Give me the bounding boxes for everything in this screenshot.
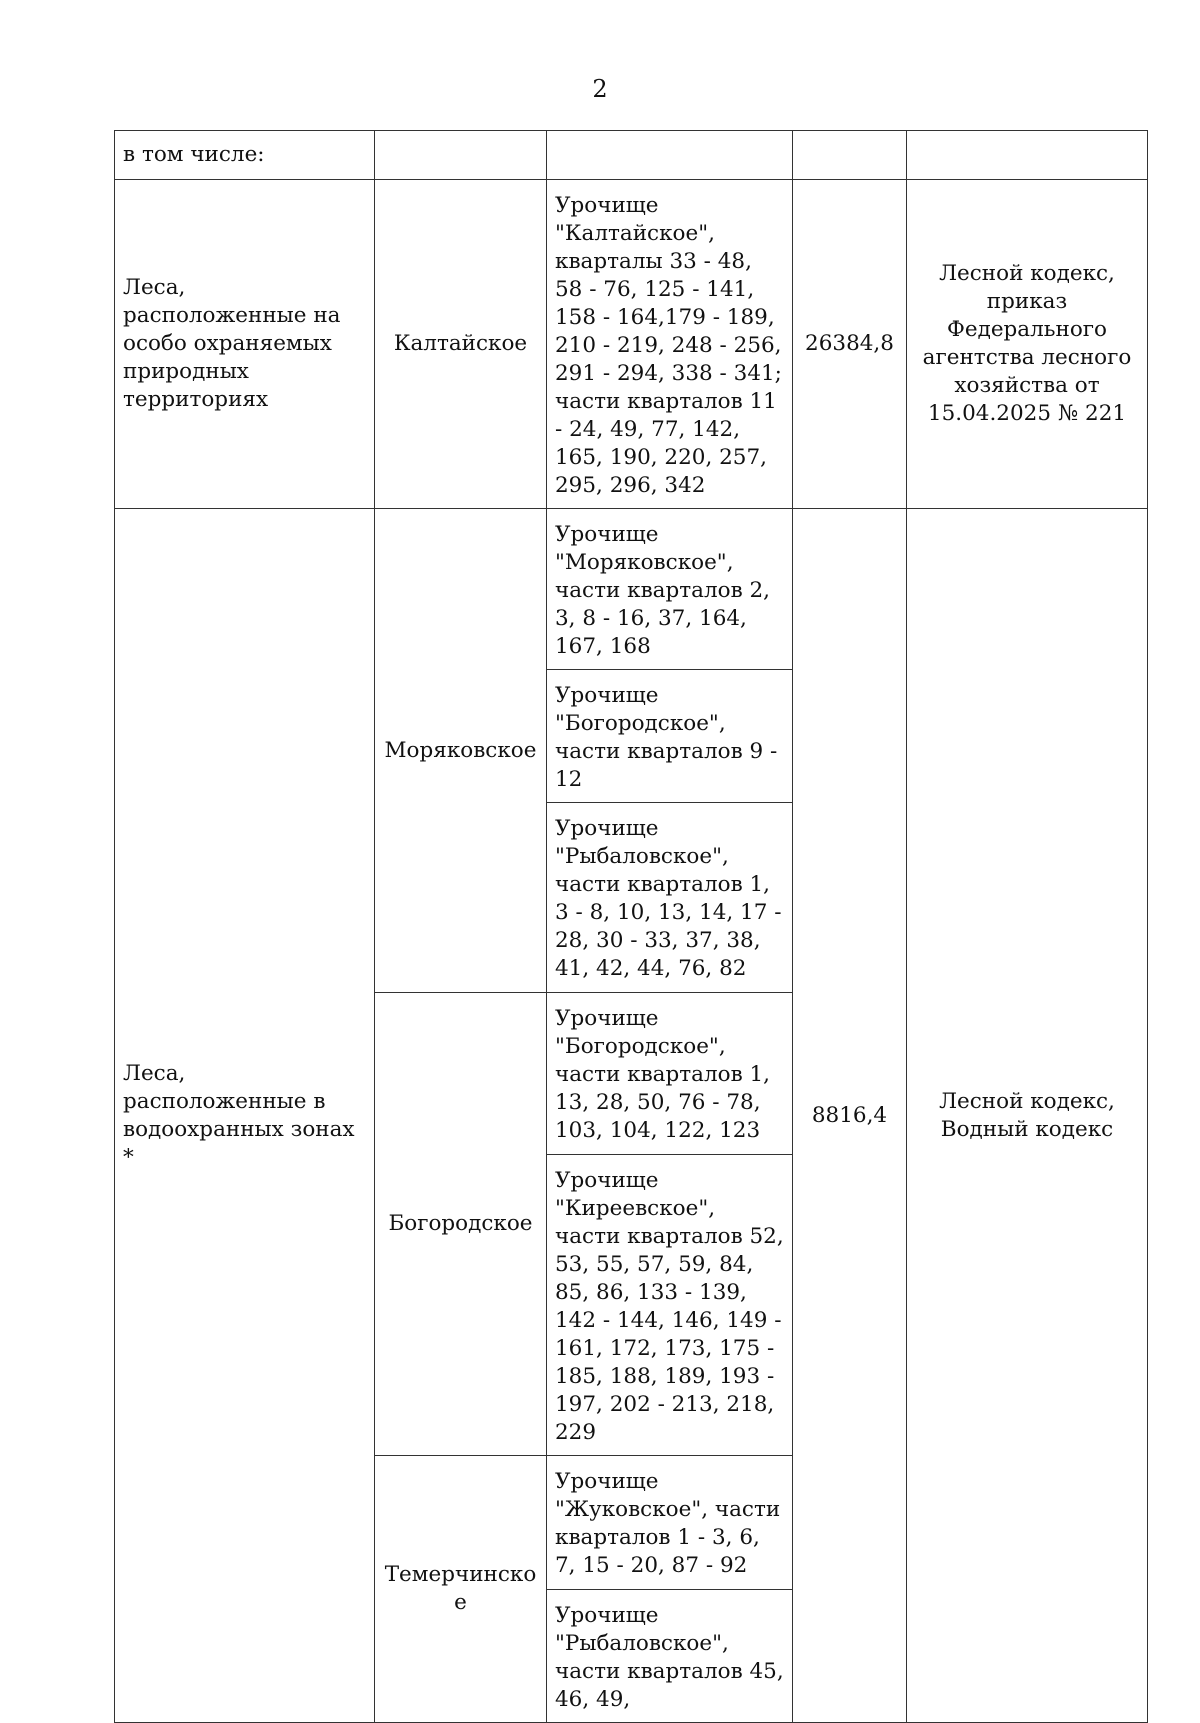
area-cell: 8816,4 bbox=[793, 509, 907, 1723]
forestry-cell: Богородское bbox=[375, 993, 547, 1456]
location-cell: Урочище "Богородское", части кварталов 9 - 12 bbox=[547, 670, 793, 803]
area-cell: 26384,8 bbox=[793, 180, 907, 509]
location-cell: Урочище "Киреевское", части кварталов 52, 53, 55, 57, 59, 84, 85, 86, 133 - 139, 142 - 144, 146, 149 - 161, 172, 173, 175 - 185, 188, 189, 193 - 197, 202 - 213, 218, 229 bbox=[547, 1155, 793, 1456]
location-cell: Урочище "Моряковское", части кварталов 2, 3, 8 - 16, 37, 164, 167, 168 bbox=[547, 509, 793, 670]
empty-cell bbox=[375, 131, 547, 180]
forest-areas-table bbox=[114, 130, 1148, 1723]
legal-basis-cell: Лесной кодекс, приказ Федерального агентства лесного хозяйства от 15.04.2025 № 221 bbox=[907, 180, 1148, 509]
empty-cell bbox=[793, 131, 907, 180]
empty-cell bbox=[547, 131, 793, 180]
forestry-cell: Темерчинское bbox=[375, 1456, 547, 1723]
location-cell: Урочище "Калтайское", кварталы 33 - 48, 58 - 76, 125 - 141, 158 - 164,179 - 189, 210 - 219, 248 - 256, 291 - 294, 338 - 341; части кварталов 11 - 24, 49, 77, 142, 165, 190, 220, 257, 295, 296, 342 bbox=[547, 180, 793, 509]
including-label: в том числе: bbox=[115, 131, 375, 180]
empty-cell bbox=[907, 131, 1148, 180]
category-cell: Леса, расположенные на особо охраняемых природных территориях bbox=[115, 180, 375, 509]
table-row-kaltay bbox=[115, 180, 1148, 509]
category-cell: Леса, расположенные в водоохранных зонах * bbox=[115, 509, 375, 1723]
forestry-cell: Моряковское bbox=[375, 509, 547, 993]
legal-basis-cell: Лесной кодекс, Водный кодекс bbox=[907, 509, 1148, 1723]
table-row-including bbox=[115, 131, 1148, 180]
location-cell: Урочище "Рыбаловское", части кварталов 45, 46, 49, bbox=[547, 1590, 793, 1723]
table-row-water-1 bbox=[115, 509, 1148, 670]
location-cell: Урочище "Рыбаловское", части кварталов 1, 3 - 8, 10, 13, 14, 17 - 28, 30 - 33, 37, 38, 41, 42, 44, 76, 82 bbox=[547, 803, 793, 993]
location-cell: Урочище "Жуковское", части кварталов 1 - 3, 6, 7, 15 - 20, 87 - 92 bbox=[547, 1456, 793, 1590]
location-cell: Урочище "Богородское", части кварталов 1, 13, 28, 50, 76 - 78, 103, 104, 122, 123 bbox=[547, 993, 793, 1155]
forestry-cell: Калтайское bbox=[375, 180, 547, 509]
page-number: 2 bbox=[592, 75, 608, 103]
